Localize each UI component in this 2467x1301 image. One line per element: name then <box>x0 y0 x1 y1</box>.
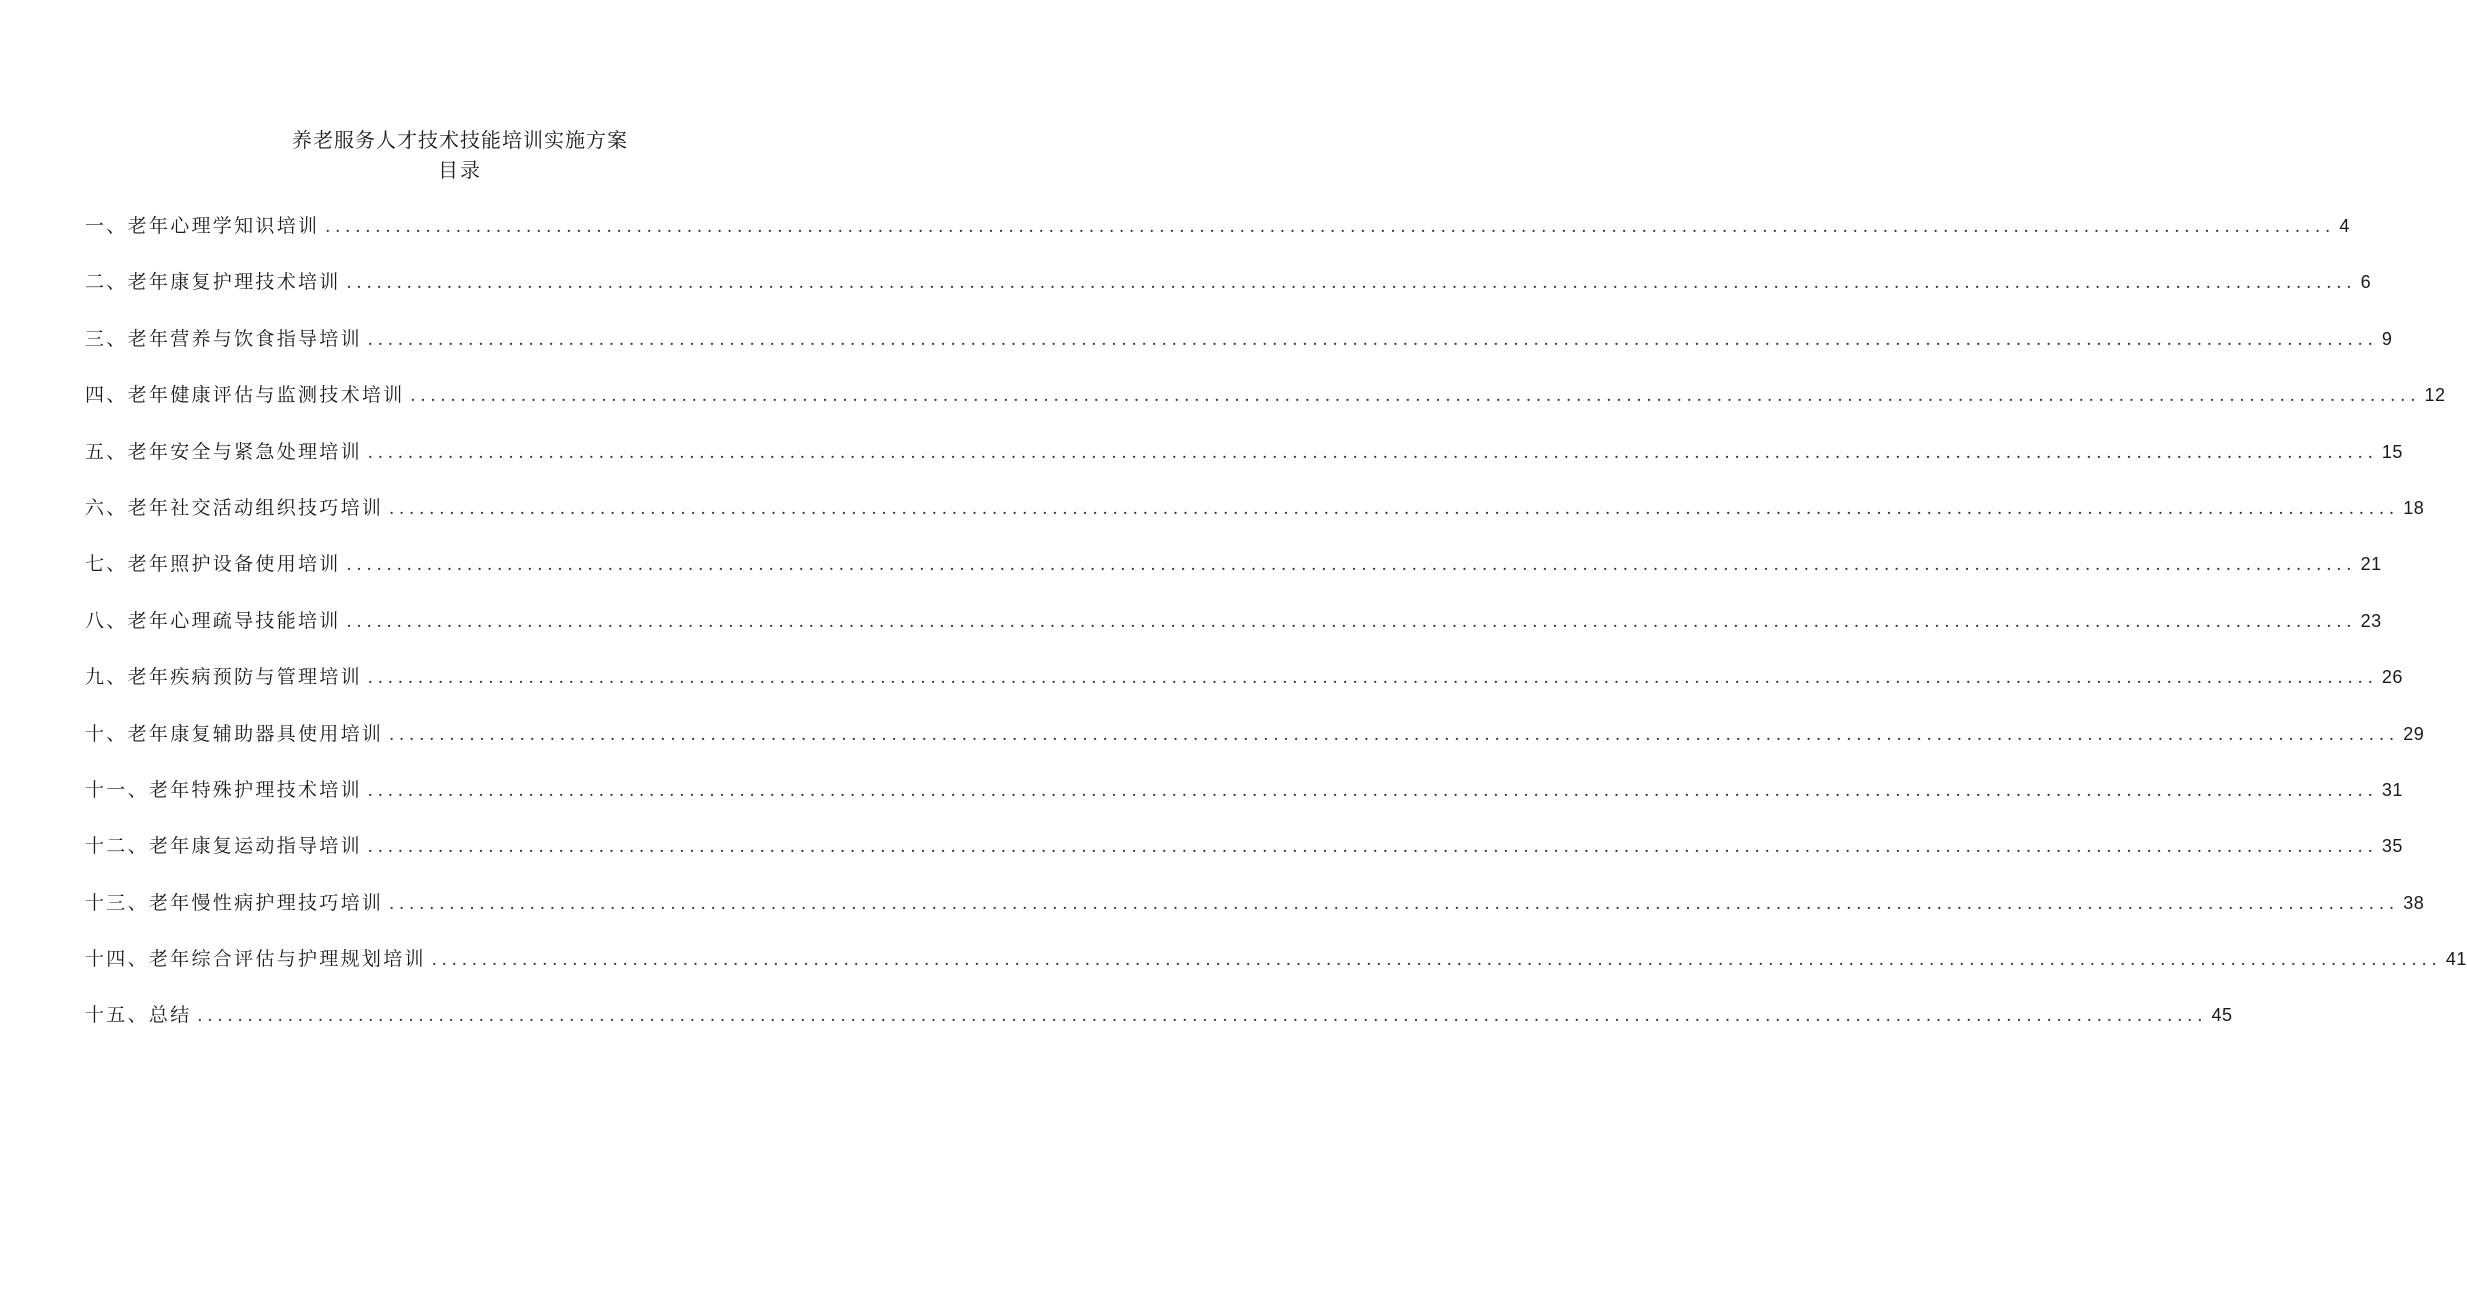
toc-entry-label: 十三、老年慢性病护理技巧培训 <box>85 891 384 914</box>
toc-entry[interactable] <box>85 887 2425 943</box>
toc-entry-label: 十四、老年综合评估与护理规划培训 <box>85 948 426 971</box>
toc-entry-label: 一、老年心理学知识培训 <box>85 215 320 237</box>
toc-entry-label: 六、老年社交活动组织技巧培训 <box>85 496 384 519</box>
toc-heading: 目录 <box>438 158 482 182</box>
toc-entry[interactable] <box>85 943 2467 999</box>
toc-page-number: 23 <box>2360 610 2382 631</box>
toc-page-number: 4 <box>2339 216 2350 236</box>
toc-dot-leader: ........................................................................................................................................................................................................ <box>367 667 2378 689</box>
table-of-contents <box>85 210 2467 1056</box>
document-title: 养老服务人才技术技能培训实施方案 <box>292 128 628 152</box>
toc-dot-leader: ........................................................................................................................................................................................................ <box>367 836 2378 858</box>
toc-entry[interactable] <box>85 999 2233 1055</box>
toc-page-number: 35 <box>2381 836 2403 857</box>
toc-entry[interactable] <box>85 661 2403 717</box>
toc-entry-label: 十、老年康复辅助器具使用培训 <box>85 722 384 745</box>
toc-entry-label: 十一、老年特殊护理技术培训 <box>85 778 362 801</box>
toc-page-number: 6 <box>2360 272 2372 293</box>
toc-entry-label: 五、老年安全与紧急处理培训 <box>85 440 362 463</box>
toc-entry[interactable] <box>85 210 2350 266</box>
toc-dot-leader: ........................................................................................................................................................................................................ <box>389 497 2400 519</box>
toc-dot-leader: ........................................................................................................................................................................................................ <box>367 441 2378 463</box>
toc-dot-leader: ........................................................................................................................................................................................................ <box>346 554 2357 576</box>
toc-page-number: 18 <box>2403 497 2425 518</box>
toc-entry-label: 十二、老年康复运动指导培训 <box>85 835 362 858</box>
toc-page-number: 12 <box>2424 385 2446 406</box>
toc-page-number: 21 <box>2360 554 2382 575</box>
toc-entry[interactable] <box>85 492 2425 548</box>
toc-entry-label: 九、老年疾病预防与管理培训 <box>85 666 362 689</box>
toc-entry[interactable] <box>85 379 2446 435</box>
toc-dot-leader: ........................................................................................................................................................................................................ <box>367 328 2378 350</box>
toc-page-number: 9 <box>2381 328 2393 349</box>
toc-entry[interactable] <box>85 323 2393 379</box>
toc-dot-leader: ........................................................................................................................................................................................................ <box>410 385 2421 407</box>
toc-entry-label: 七、老年照护设备使用培训 <box>85 553 341 576</box>
toc-entry-label: 二、老年康复护理技术培训 <box>85 271 341 294</box>
toc-dot-leader: ........................................................................................................................................................................................................ <box>389 723 2400 745</box>
toc-dot-leader: ........................................................................................................................................................................................................ <box>367 779 2378 801</box>
toc-entry[interactable] <box>85 718 2425 774</box>
toc-page-number: 31 <box>2381 779 2403 800</box>
toc-entry-label: 八、老年心理疏导技能培训 <box>85 609 341 632</box>
toc-entry-label: 四、老年健康评估与监测技术培训 <box>85 384 405 407</box>
toc-dot-leader: ........................................................................................................................................................................................................ <box>346 272 2357 294</box>
toc-dot-leader: ........................................................................................................................................................................................................ <box>325 216 2336 237</box>
toc-entry[interactable] <box>85 774 2403 830</box>
toc-page-number: 41 <box>2445 949 2467 970</box>
toc-entry[interactable] <box>85 548 2382 604</box>
toc-entry-label: 十五、总结 <box>85 1004 192 1027</box>
toc-entry[interactable] <box>85 605 2382 661</box>
toc-entry[interactable] <box>85 830 2403 886</box>
toc-dot-leader: ........................................................................................................................................................................................................ <box>389 892 2400 914</box>
toc-page-number: 15 <box>2381 441 2403 462</box>
toc-entry-label: 三、老年营养与饮食指导培训 <box>85 327 362 350</box>
toc-dot-leader: ........................................................................................................................................................................................................ <box>197 1005 2208 1027</box>
toc-entry[interactable] <box>85 266 2372 322</box>
toc-dot-leader: ........................................................................................................................................................................................................ <box>346 610 2357 632</box>
toc-entry[interactable] <box>85 436 2403 492</box>
toc-page-number: 26 <box>2381 667 2403 688</box>
toc-page-number: 38 <box>2403 892 2425 913</box>
toc-page-number: 29 <box>2403 723 2425 744</box>
toc-dot-leader: ........................................................................................................................................................................................................ <box>431 949 2442 971</box>
toc-page-number: 45 <box>2211 1005 2233 1026</box>
